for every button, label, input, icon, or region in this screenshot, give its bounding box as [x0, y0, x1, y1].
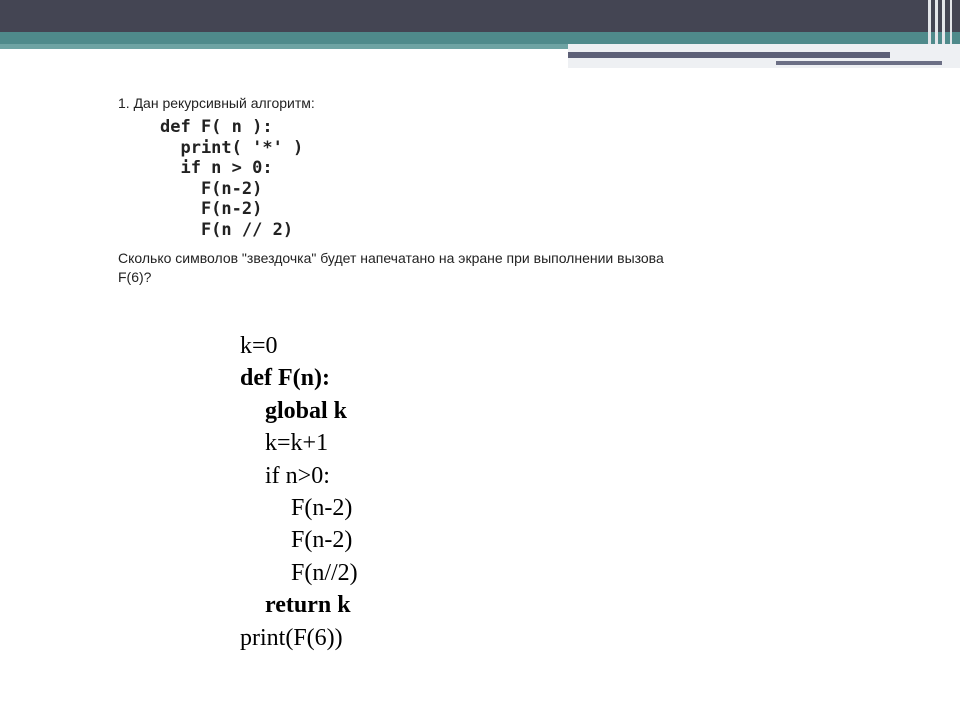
problem-code-line: if n > 0: [160, 158, 273, 179]
problem-question [118, 249, 838, 287]
code-line: k=k+1 [265, 430, 329, 457]
problem-code-line: F(n // 2) [160, 219, 294, 240]
slide-header-accent-thin [0, 44, 568, 49]
problem-code-line: F(n-2) [160, 199, 263, 220]
problem-code-line: print( '*' ) [160, 137, 304, 158]
code-line: F(n-2) [291, 527, 353, 554]
code-line: return k [265, 592, 351, 619]
slide-header-band [0, 0, 960, 32]
problem-question-line: Сколько символов "звездочка" будет напечатано на экране при выполнении вызова [118, 249, 664, 266]
code-line: F(n-2) [291, 495, 353, 522]
slide-header-bar [568, 52, 890, 58]
slide-header-bar-small [776, 61, 942, 65]
slide-header-stripes [924, 0, 960, 44]
code-line: print(F(6)) [240, 624, 343, 651]
problem-statement [118, 94, 838, 287]
code-line: global k [265, 397, 348, 424]
code-line: F(n//2) [291, 559, 358, 586]
code-line: if n>0: [265, 462, 330, 489]
code-line: k=0 [240, 333, 278, 359]
problem-title: 1. Дан рекурсивный алгоритм: [118, 95, 315, 111]
problem-code [118, 117, 838, 241]
problem-question-line: F(6)? [118, 268, 152, 285]
problem-code-line: F(n-2) [160, 178, 263, 199]
problem-code-line: def F( n ): [160, 117, 273, 137]
solution-code [240, 330, 358, 654]
code-line: def F(n): [240, 365, 330, 392]
slide-header-accent [0, 32, 960, 44]
